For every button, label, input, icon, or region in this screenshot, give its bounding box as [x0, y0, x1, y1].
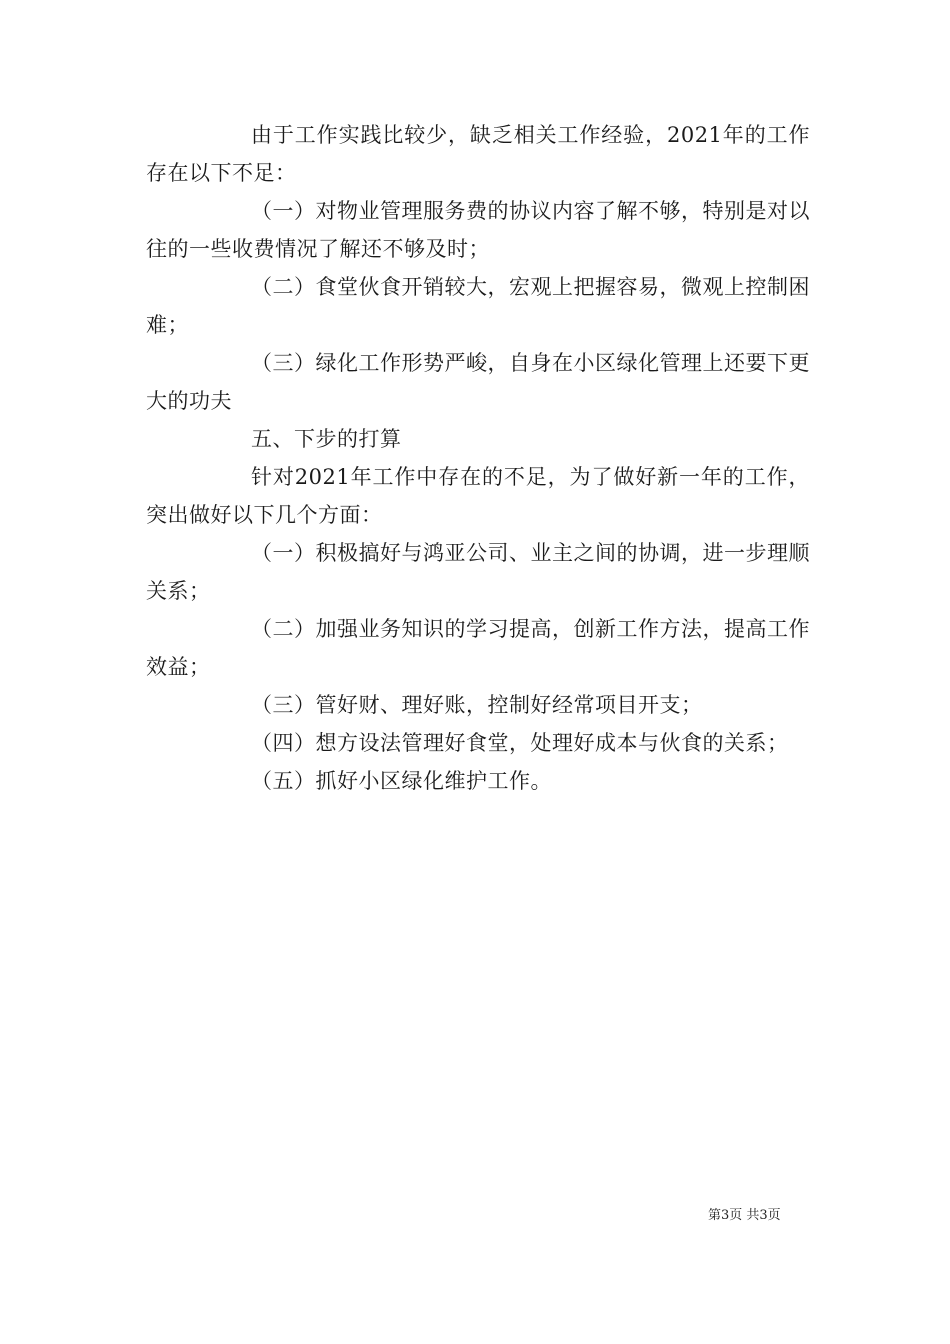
paragraph-plan-4: （四）想方设法管理好食堂，处理好成本与伙食的关系；	[251, 731, 789, 755]
paragraph-plan-3: （三）管好财、理好账，控制好经常项目开支；	[251, 693, 703, 717]
paragraph-shortcoming-2: （二）食堂伙食开销较大，宏观上把握容易，微观上控制困难；	[146, 275, 810, 337]
paragraph-plan-2: （二）加强业务知识的学习提高，创新工作方法，提高工作效益；	[146, 617, 810, 679]
page-number-footer: 第3页 共3页	[708, 1208, 781, 1223]
document-body	[146, 116, 810, 800]
paragraph-shortcomings-intro: 由于工作实践比较少，缺乏相关工作经验，2021年的工作存在以下不足：	[146, 123, 810, 185]
paragraph-shortcoming-3: （三）绿化工作形势严峻，自身在小区绿化管理上还要下更大的功夫	[146, 351, 810, 413]
paragraph-plan-intro: 针对2021年工作中存在的不足，为了做好新一年的工作，突出做好以下几个方面：	[146, 465, 810, 527]
paragraph-plan-1: （一）积极搞好与鸿亚公司、业主之间的协调，进一步理顺关系；	[146, 541, 810, 603]
paragraph-shortcoming-1: （一）对物业管理服务费的协议内容了解不够，特别是对以往的一些收费情况了解还不够及时；	[146, 199, 810, 261]
section-heading-next-steps: 五、下步的打算	[251, 427, 402, 451]
paragraph-plan-5: （五）抓好小区绿化维护工作。	[251, 769, 552, 793]
